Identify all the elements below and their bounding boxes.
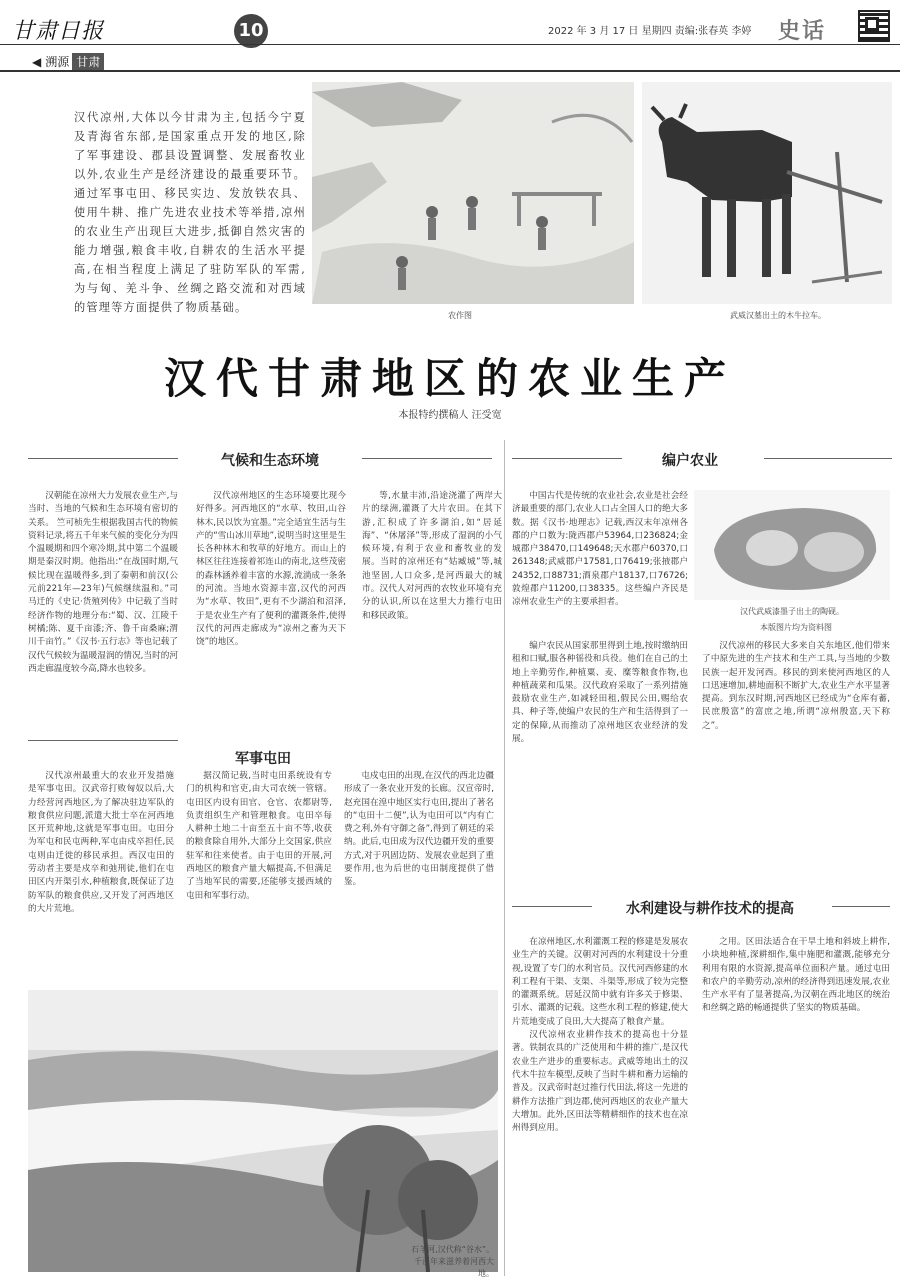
triangle-left-icon: ◀	[32, 55, 42, 69]
households-rule-left	[512, 458, 622, 459]
ox-illustration	[642, 82, 892, 304]
military-column-1: 汉代凉州最重大的农业开发措施是军事屯田。汉武帝打败匈奴以后,大力经营河西地区,为了解决驻边军队的粮食供应问题,派遣大批士卒在河西地区开荒种地,这就是军事屯田。屯田分为军屯和民屯两种,军屯由戍卒担任,民屯则由迁徙的移民承担。西汉屯田的劳动者主要是戍卒和弛刑徒,他们在屯田区内开渠引水,种植粮食,既保证了边防军队的粮食供应,又开发了河西地区的大片荒地。	[28, 771, 174, 914]
river-caption: 石羊河,汉代称“谷水”。千百年来滋养着河西大地。	[411, 1245, 494, 1278]
households-rule-right	[764, 458, 892, 459]
military-rule-left	[28, 740, 178, 741]
irrigation-rule-right	[832, 906, 890, 907]
ox-cart-caption: 武威汉墓出土的木牛拉车。	[730, 311, 826, 320]
inkstone-caption: 汉代武威漆墨子出土的陶砚。	[740, 607, 844, 616]
military-column-3: 屯戍屯田的出现,在汉代的西北边疆形成了一条农业开发的长廊。汉宣帝时,赵充国在湟中地区实行屯田,提出了著名的“屯田十二便”,认为屯田可以“内有亡费之利,外有守御之备”,得到了朝廷的采纳。此后,屯田成为汉代边疆开发的重要方式,对于巩固边防、发展农业起到了重要作用,也为后世的屯田制度提供了借鉴。	[344, 771, 494, 888]
inkstone-illustration	[694, 490, 890, 600]
irrigation-column-2: 之用。区田法适合在干旱土地和斜坡上耕作,小块地种植,深耕细作,集中施肥和灌溉,能够充分利用有限的水资源,提高单位面积产量。通过屯田和农户的辛勤劳动,凉州的经济得到迅速发展,农业生产水平有了显著提高,为汉朝在西北地区的统治和丝绸之路的畅通提供了坚实的物质基础。	[702, 937, 890, 1014]
households-column-2: 汉代凉州的移民大多来自关东地区,他们带来了中原先进的生产技术和生产工具,与当地的少数民族一起开发河西。移民的到来使河西地区的人口迅速增加,耕地面积不断扩大,农业生产水平显著提高。到东汉时期,河西地区已经成为“仓库有蓄,民庶殷富”的富庶之地,所谓“凉州殷富,天下称之”。	[702, 641, 890, 731]
section-military-title: 军事屯田	[235, 751, 291, 767]
section-irrigation-title: 水利建设与耕作技术的提高	[626, 901, 794, 917]
date-line: 2022 年 3 月 17 日 星期四 责编:张春英 李婷	[548, 26, 752, 37]
masthead-rule	[0, 44, 900, 45]
river-illustration	[28, 990, 498, 1272]
pottery-inkstone-image	[694, 490, 890, 600]
painting-caption: 农作图	[448, 311, 472, 320]
headline: 汉代甘肃地区的农业生产	[163, 354, 736, 403]
shiyang-river-image	[28, 990, 498, 1272]
military-column-2: 据汉简记载,当时屯田系统设有专门的机构和官吏,由大司农统一管辖。屯田区内设有田官、仓官、农都尉等,负责组织生产和管理粮食。屯田卒每人耕种土地二十亩至五十亩不等,收获的粮食除自用外,大部分上交国家,供应驻军和往来使者。由于屯田的开展,河西地区的粮食产量大幅提高,不但满足了当地军民的需要,还能够支援西域的屯田和军事行动。	[186, 771, 332, 901]
newspaper-logo: 甘肃日报	[12, 19, 105, 44]
climate-rule-right	[362, 458, 492, 459]
households-column-1b: 编户农民从国家那里得到土地,按时缴纳田租和口赋,服各种徭役和兵役。他们在自己的土地上辛勤劳作,种植粟、麦、糜等粮食作物,也种植蔬菜和瓜果。汉代政府采取了一系列措施鼓励农业生产,如减轻田租,假民公田,赐给农具、种子等,使编户农民的生产和生活得到了一定的保障,从而推动了凉州地区农业经济的发展。	[512, 641, 688, 745]
climate-column-2: 汉代凉州地区的生态环境要比现今好得多。河西地区的“水草、牧田,山谷林木,民以饮为宜墨。”完全适宜生活与生产的“雪山冰川草地”,说明当时这里是生长各种林木和牧草的好地方。而山上的林区往往连接着祁连山的南北,这些茂密的森林涵养着丰富的水源,流淌成一条条的河流。当地水资源丰富,汉代的河西为“水草、牧田”,更有不少湖泊和沼泽,于是农业生产有了便利的灌溉条件,使得汉代的河西走廊成为“凉州之畜为天下饶”的地区。	[196, 491, 346, 648]
byline: 本报特约撰稿人 汪受宽	[398, 410, 502, 421]
painting-illustration	[312, 82, 634, 304]
page-number-badge: 10	[234, 14, 268, 48]
masthead	[0, 0, 900, 58]
column-tag-label: 溯源	[45, 55, 70, 69]
section-climate-title: 气候和生态环境	[221, 453, 319, 469]
households-column-1: 中国古代是传统的农业社会,农业是社会经济最重要的部门,农业人口占全国人口的绝大多数。据《汉书·地理志》记载,西汉末年凉州各郡的户口数为:陇西郡户53964,口236824;金城郡户38470,口149648;天水郡户60370,口261348;武威郡户17581,口76419;张掖郡户24352,口88731;酒泉郡户18137,口76726;敦煌郡户11200,口38335。这些编户齐民是凉州农业生产的主要承担者。	[512, 491, 688, 608]
section-households-title: 编户农业	[662, 453, 718, 469]
climate-rule-left	[28, 458, 178, 459]
column-tag	[32, 53, 104, 70]
column-divider	[504, 440, 505, 1276]
intro-paragraph: 汉代凉州,大体以今甘肃为主,包括今宁夏及青海省东部,是国家重点开发的地区,除了军事建设、郡县设置调整、发展畜牧业以外,农业生产是经济建设的最重要环节。通过军事屯田、移民实边、发放铁农具、使用牛耕、推广先进农业技术等举措,凉州的农业生产出现巨大进步,抵御自然灾害的能力增强,粮食丰收,自耕农的生活水平提高,在相当程度上满足了驻防军队的军需,为与匈、羌斗争、丝绸之路交流和对西域的管理等方面提供了物质基础。	[74, 111, 306, 314]
image-credit: 本版图片均为资料图	[760, 623, 832, 632]
climate-column-1: 汉朝能在凉州大力发展农业生产,与当时、当地的气候和生态环境有密切的关系。 竺可桢先生根据我国古代的物候资料记录,将五千年来气候的变化分为四个温暖期和四个寒冷期,其中第二个温暖期是秦汉时期。他指出:“在战国时期,气候比现在温暖得多,到了秦朝和前汉(公元前221年—23年)气候继续温和。”司马迁的《史记·货殖列传》中记载了当时经济作物的地理分布:“蜀、汉、江陵千树橘;陈、夏千亩漆;齐、鲁千亩桑麻;渭川千亩竹。”《汉书·五行志》等也记载了汉代气候较为温暖湿润的情况,当时的河西走廊温度较今高,降水也较多。	[28, 491, 178, 674]
wooden-ox-cart-image	[642, 82, 892, 304]
farming-painting-image	[312, 82, 634, 304]
tag-rule	[0, 70, 900, 72]
climate-column-3: 等,水量丰沛,沿途浇灌了两岸大片的绿洲,灌溉了大片农田。在其下游,汇积成了许多湖泊,如“居延海”、“休屠泽”等,形成了湿润的小气候环境,有利于农业和畜牧业的发展。当时的凉州还有“姑臧城”等,城池坚固,人口众多,是河西最大的城市。汉代人对河西的农牧业环境有充分的认识,所以在这里大力推行屯田和移民政策。	[362, 491, 502, 621]
qr-code-icon[interactable]	[858, 10, 890, 42]
irrigation-rule-left	[512, 906, 592, 907]
irrigation-column-1: 在凉州地区,水利灌溉工程的修建是发展农业生产的关键。汉朝对河西的水利建设十分重视,设置了专门的水利官员。汉代河西修建的水利工程有干渠、支渠、斗渠等,形成了较为完整的灌溉系统。居延汉简中就有许多关于修渠、引水、灌溉的记载。这些水利工程的修建,使大片荒地变成了良田,大大提高了粮食产量。 汉代凉州农业耕作技术的提高也十分显著。铁制农具的广泛使用和牛耕的推广,是汉代农业生产进步的重要标志。武威等地出土的汉代木牛拉车模型,反映了当时牛耕和畜力运输的普及。汉武帝时赵过推行代田法,将这一先进的耕作方法推广到边郡,使河西地区的农业产量大大增加。此外,区田法等精耕细作的技术也在凉州得到应用。	[512, 937, 688, 1134]
section-title: 史话	[778, 19, 827, 44]
column-tag-sublabel: 甘肃	[72, 53, 104, 70]
